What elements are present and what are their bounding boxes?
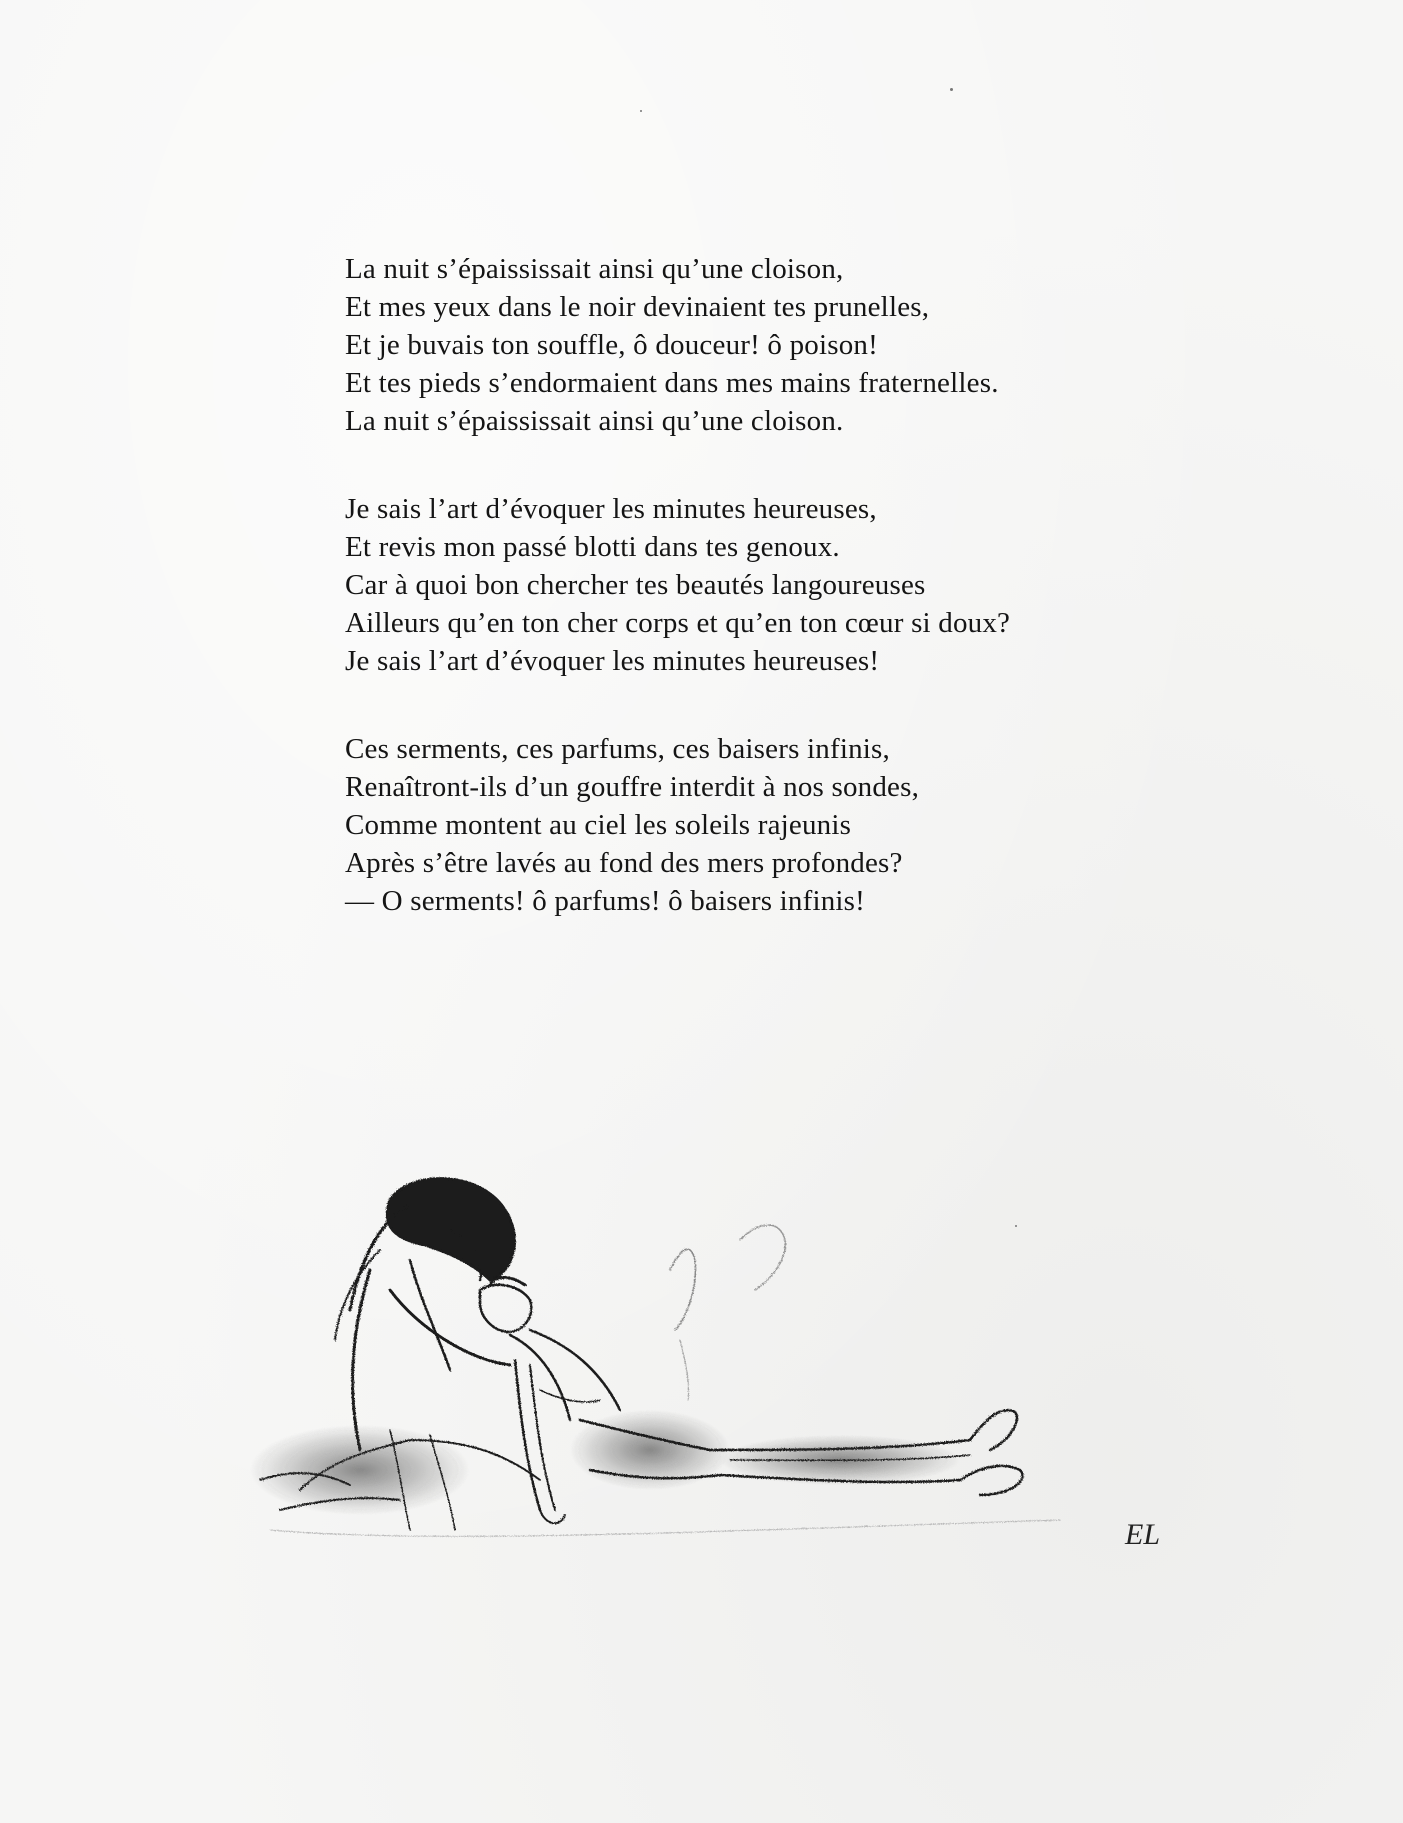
- poem-line: Ces serments, ces parfums, ces baisers infinis,: [345, 733, 890, 765]
- poem-line: Et tes pieds s’endormaient dans mes mains fraternelles.: [345, 367, 999, 399]
- ink-illustration: [240, 1150, 1200, 1590]
- artist-signature: EL: [1125, 1518, 1161, 1551]
- poem-line: Je sais l’art d’évoquer les minutes heureuses!: [345, 645, 880, 677]
- poem-line: Et je buvais ton souffle, ô douceur! ô poison!: [345, 329, 878, 361]
- stanza-1: [345, 250, 1245, 440]
- poem-line: La nuit s’épaississait ainsi qu’une cloison.: [345, 405, 844, 437]
- paper-speck: [950, 88, 953, 91]
- paper-speck: [640, 110, 642, 112]
- poem-line: Comme montent au ciel les soleils rajeunis: [345, 809, 852, 841]
- poem-line: La nuit s’épaississait ainsi qu’une cloison,: [345, 253, 844, 285]
- poem-line: Après s’être lavés au fond des mers profondes?: [345, 847, 903, 879]
- poem-line: Et mes yeux dans le noir devinaient tes prunelles,: [345, 291, 930, 323]
- stanza-2: [345, 490, 1245, 680]
- poem: [345, 250, 1245, 970]
- poem-line: Renaîtront-ils d’un gouffre interdit à nos sondes,: [345, 771, 920, 803]
- poem-line: Ailleurs qu’en ton cher corps et qu’en ton cœur si doux?: [345, 607, 1011, 639]
- poem-line: Car à quoi bon chercher tes beautés langoureuses: [345, 569, 926, 601]
- poem-line: — O serments! ô parfums! ô baisers infinis!: [345, 885, 866, 917]
- drawing-strokes: [250, 1179, 1060, 1537]
- poem-line: Et revis mon passé blotti dans tes genoux.: [345, 531, 840, 563]
- poem-line: Je sais l’art d’évoquer les minutes heureuses,: [345, 493, 877, 525]
- paper-speck: [1015, 1225, 1017, 1227]
- stanza-3: [345, 730, 1245, 920]
